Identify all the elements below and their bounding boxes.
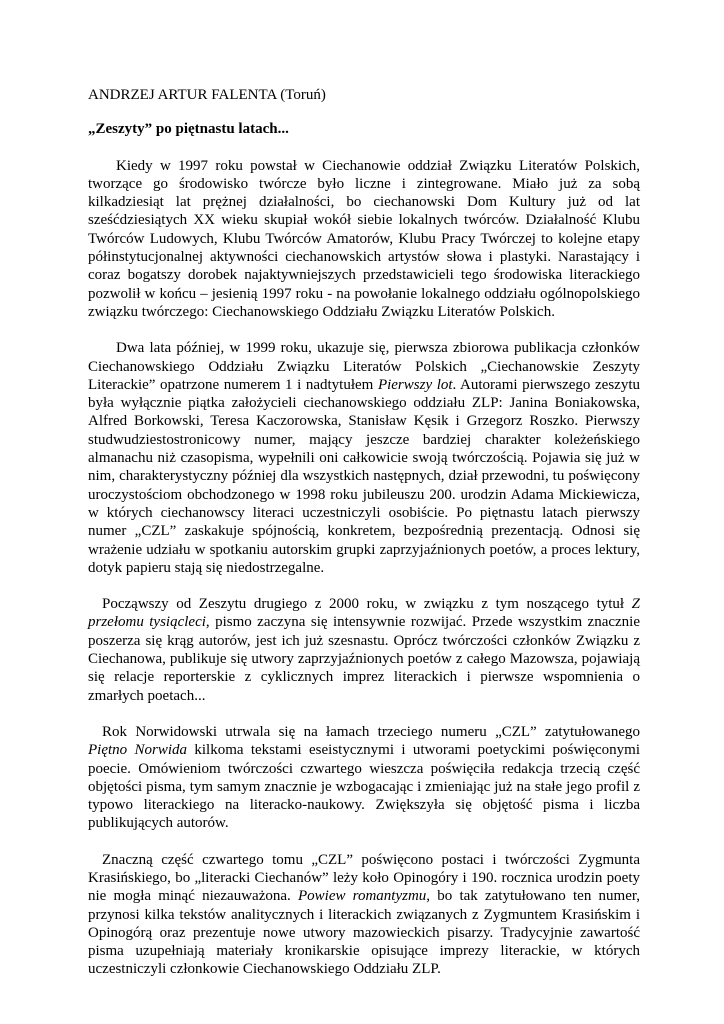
paragraph-5-text-b: , bo tak zatytułowano ten numer, przynosi kilka tekstów analitycznych i literackich związanych z Zygmuntem Krasińskim i Opinogórą oraz prezentuje nowe utwory mazowieckich pisarzy. Tradycyjnie zawartość pisma uzupełniają materiały kronikarskie opisujące imprezy literackie, w których uczestniczyli członkowie Ciechanowskiego Oddziału ZLP. (88, 888, 640, 978)
paragraph-3-text-b: , pismo zaczyna się intensywnie rozwijać. Przede wszystkim znacznie poszerza się krąg autorów, jest ich już szesnastu. Oprócz twórczości członków Związku z Ciechanowa, publikuje się utwory zaprzyjaźnionych poetów z całego Mazowsza, pojawiają się relacje reporterskie z cyklicznych imprez literackich i pierwsze wspomnienia o zmarłych poetach... (88, 614, 640, 704)
paragraph-1 (88, 157, 640, 322)
paragraph-2-italic-title: Pierwszy lot (377, 376, 453, 393)
paragraph-5-italic-title: Powiew romantyzmu (297, 888, 427, 905)
paragraph-3 (88, 595, 640, 705)
paragraph-4 (88, 723, 640, 833)
paragraph-2 (88, 339, 640, 577)
paragraph-5 (88, 851, 640, 979)
paragraph-4-text-a: Rok Norwidowski utrwala się na łamach trzeciego numeru „CZL” zatytułowanego (102, 723, 640, 740)
paragraph-3-italic-title: Z przełomu tysiącleci (88, 596, 640, 631)
paragraph-4-text-b: kilkoma tekstami eseistycznymi i utworami poetyckimi poświęconymi poecie. Omówieniom twórczości czwartego wieszcza poświęciła redakcja trzecią część objętości pisma, tym samym znacznie je wzbogacając i zmieniając już na stałe jego profil z typowo literackiego na literacko-naukowy. Zwiększyła się objętość pisma i liczba publikujących autorów. (88, 742, 640, 832)
paragraph-4-italic-title: Piętno Norwida (88, 742, 188, 759)
paragraph-5-text-a: Znaczną część czwartego tomu „CZL” poświęcono postaci i twórczości Zygmunta Krasińskiego, bo „literacki Ciechanów” leży koło Opinogóry i 190. rocznica urodzin poety nie mogła minąć niezauważona. (88, 851, 640, 905)
article-title: „Zeszyty” po piętnastu latach... (88, 121, 289, 138)
paragraph-1-text: Kiedy w 1997 roku powstał w Ciechanowie oddział Związku Literatów Polskich, tworzące go środowisko twórcze było liczne i zintegrowane. Miało już za sobą kilkadziesiąt lat prężnej działalności, bo ciechanowski Dom Kultury już od lat sześćdziesiątych XX wieku skupiał wokół siebie lokalnych twórców. Działalność Klubu Twórców Ludowych, Klubu Twórców Amatorów, Klubu Pracy Twórczej to kolejne etapy półinstytucjonalnej aktywności ciechanowskich artystów słowa i plastyki. Narastający i coraz bogatszy dorobek najaktywniejszych przedstawicieli tego środowiska literackiego pozwolił w końcu – jesienią 1997 roku - na powołanie lokalnego oddziału ogólnopolskiego związku twórczego: Ciechanowskiego Oddziału Związku Literatów Polskich. (88, 157, 640, 320)
author-line: ANDRZEJ ARTUR FALENTA (Toruń) (88, 87, 326, 103)
paragraph-3-text-a: Począwszy od Zeszytu drugiego z 2000 roku, w związku z tym noszącego tytuł (102, 596, 632, 613)
paragraph-2-text-a: Dwa lata później, w 1999 roku, ukazuje się, pierwsza zbiorowa publikacja członków Ciechanowskiego Oddziału Związku Literatów Polskich „Ciechanowskie Zeszyty Literackie” opatrzone numerem 1 i nadtytułem (88, 340, 640, 393)
paragraph-2-text-b: . Autorami pierwszego zeszytu była wyłącznie piątka założycieli ciechanowskiego oddziału ZLP: Janina Boniakowska, Alfred Borkowski, Teresa Kaczorowska, Stanisław Kęsik i Grzegorz Roszko. Pierwszy studwudziestostronicowy numer, mający jeszcze bardziej charakter koleżeńskiego almanachu niż czasopisma, wypełnili oni całkowicie swoją twórczością. Pojawia się już w nim, charakterystyczny później dla wszystkich następnych, dział przewodni, tu poświęcony uroczystościom obchodzonego w 1998 roku jubileuszu 200. urodzin Adama Mickiewicza, w których ciechanowscy literaci uczestniczyli osobiście. Po piętnastu latach pierwszy numer „CZL” zaskakuje spójnością, konkretem, bezpośrednią prezentacją. Odnosi się wrażenie udziału w spotkaniu autorskim grupki zaprzyjaźnionych poetów, a proces lektury, dotyk papieru stają się niedostrzegalne. (88, 376, 640, 576)
document-page (88, 86, 640, 997)
